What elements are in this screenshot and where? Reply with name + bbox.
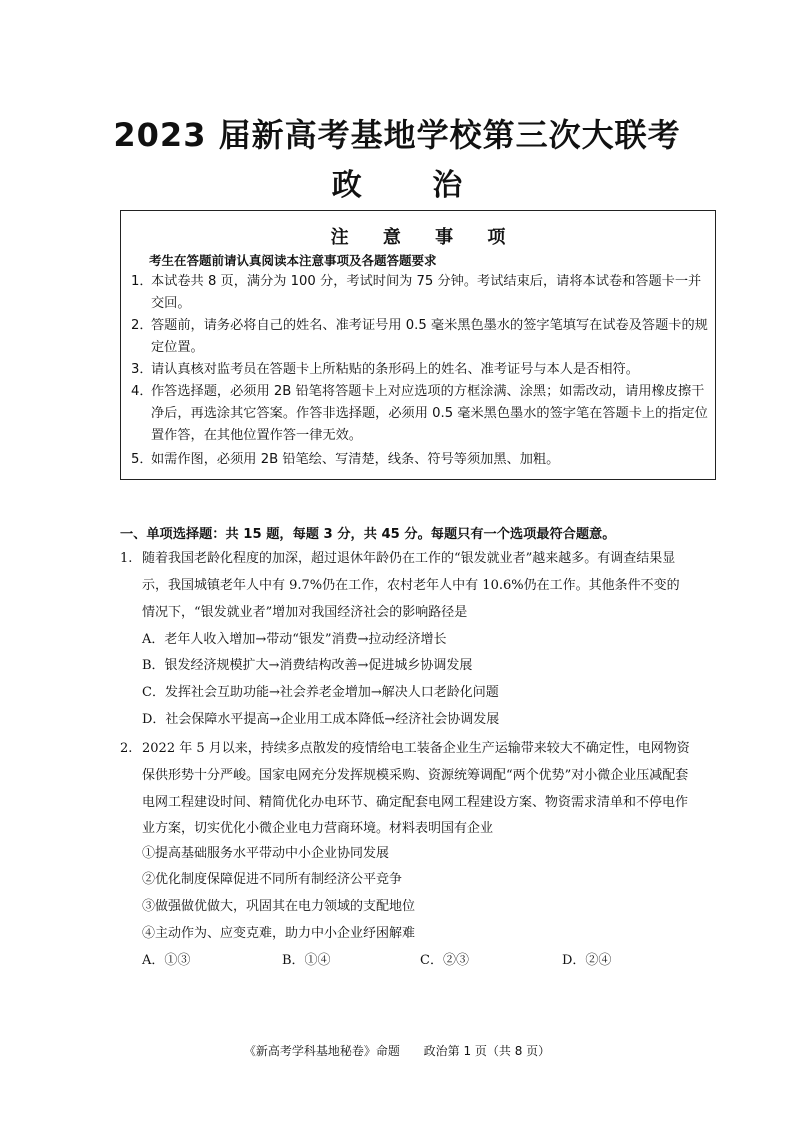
question-1-option-d[interactable]: D．社会保障水平提高→企业用工成本降低→经济社会协调发展	[142, 712, 500, 727]
notice-item-1	[131, 271, 711, 315]
notice-item-number: 2．	[131, 318, 153, 333]
question-1-option-b[interactable]: B．银发经济规模扩大→消费结构改善→促进城乡协调发展	[142, 658, 473, 673]
footer-page-number: 政治第 1 页（共 8 页）	[423, 1044, 551, 1058]
question-2-option-b[interactable]: B．①④	[282, 953, 331, 968]
question-stem: 2022 年 5 月以来，持续多点散发的疫情给电工装备企业生产运输带来较大不确定性，电网物资保供形势十分严峻。国家电网充分发挥规模采购、资源统筹调配“两个优势”对小微企业压减配套电网工程建设时间、精简优化办电环节、确定配套电网工程建设方案、物资需求清单和不停电作业方案，切实优化小微企业电力营商环境。材料表明国有企业	[142, 741, 690, 837]
footer-source: 《新高考学科基地秘卷》命题	[243, 1044, 400, 1058]
question-2-option-a[interactable]: A．①③	[142, 953, 191, 968]
question-2-statement-4: ④主动作为、应变克难，助力中小企业纾困解难	[142, 926, 416, 941]
notice-item-3	[131, 359, 711, 381]
question-1-option-c[interactable]: C．发挥社会互助功能→社会养老金增加→解决人口老龄化问题	[142, 685, 499, 700]
notice-item-number: 4．	[131, 384, 153, 399]
notice-item-text: 本试卷共 8 页，满分为 100 分，考试时间为 75 分钟。考试结束后，请将本试卷和答题卡一并交回。	[151, 274, 702, 311]
question-2-option-d[interactable]: D．②④	[562, 953, 612, 968]
page-footer	[0, 1042, 794, 1059]
question-number: 2.	[120, 741, 133, 756]
subject-title: 政 治	[331, 168, 493, 203]
question-2-statement-3: ③做强做优做大，巩固其在电力领域的支配地位	[142, 899, 416, 914]
notice-subtitle: 考生在答题前请认真阅读本注意事项及各题答题要求	[149, 253, 437, 268]
notice-item-2	[131, 315, 711, 359]
notice-item-5	[131, 449, 711, 471]
question-stem: 随着我国老龄化程度的加深，超过退休年龄仍在工作的“银发就业者”越来越多。有调查结果显示，我国城镇老年人中有 9.7%仍在工作，农村老年人中有 10.6%仍在工作。其他条件不变的情况下，“银发就业者”增加对我国经济社会的影响路径是	[142, 551, 680, 620]
question-2-statement-2: ②优化制度保障促进不同所有制经济公平竞争	[142, 872, 403, 887]
question-2-option-c[interactable]: C．②③	[420, 953, 469, 968]
notice-item-text: 如需作图，必须用 2B 铅笔绘、写清楚，线条、符号等须加黑、加粗。	[151, 452, 560, 467]
notice-title: 注 意 事 项	[330, 227, 520, 248]
notice-item-text: 答题前，请务必将自己的姓名、准考证号用 0.5 毫米黑色墨水的签字笔填写在试卷及答题卡的规定位置。	[151, 318, 708, 355]
notice-item-4	[131, 381, 711, 447]
question-1-option-a[interactable]: A．老年人收入增加→带动“银发”消费→拉动经济增长	[142, 632, 447, 647]
question-1	[120, 546, 690, 626]
section-heading: 一、单项选择题：共 15 题，每题 3 分，共 45 分。每题只有一个选项最符合题意。	[120, 527, 616, 542]
notice-item-number: 3．	[131, 362, 153, 377]
notice-item-number: 5．	[131, 452, 153, 467]
notice-item-text: 请认真核对监考员在答题卡上所粘贴的条形码上的姓名、准考证号与本人是否相符。	[151, 362, 639, 377]
question-2	[120, 736, 690, 843]
exam-title: 2023 届新高考基地学校第三次大联考	[113, 116, 681, 154]
question-number: 1.	[120, 551, 133, 566]
notice-item-number: 1．	[131, 274, 153, 289]
question-2-statement-1: ①提高基础服务水平带动中小企业协同发展	[142, 846, 390, 861]
notice-box	[120, 210, 716, 480]
notice-item-text: 作答选择题，必须用 2B 铅笔将答题卡上对应选项的方框涂满、涂黑；如需改动，请用橡皮擦干净后，再选涂其它答案。作答非选择题，必须用 0.5 毫米黑色墨水的签字笔在答题卡上的指定位置作答，在其他位置作答一律无效。	[151, 384, 708, 443]
